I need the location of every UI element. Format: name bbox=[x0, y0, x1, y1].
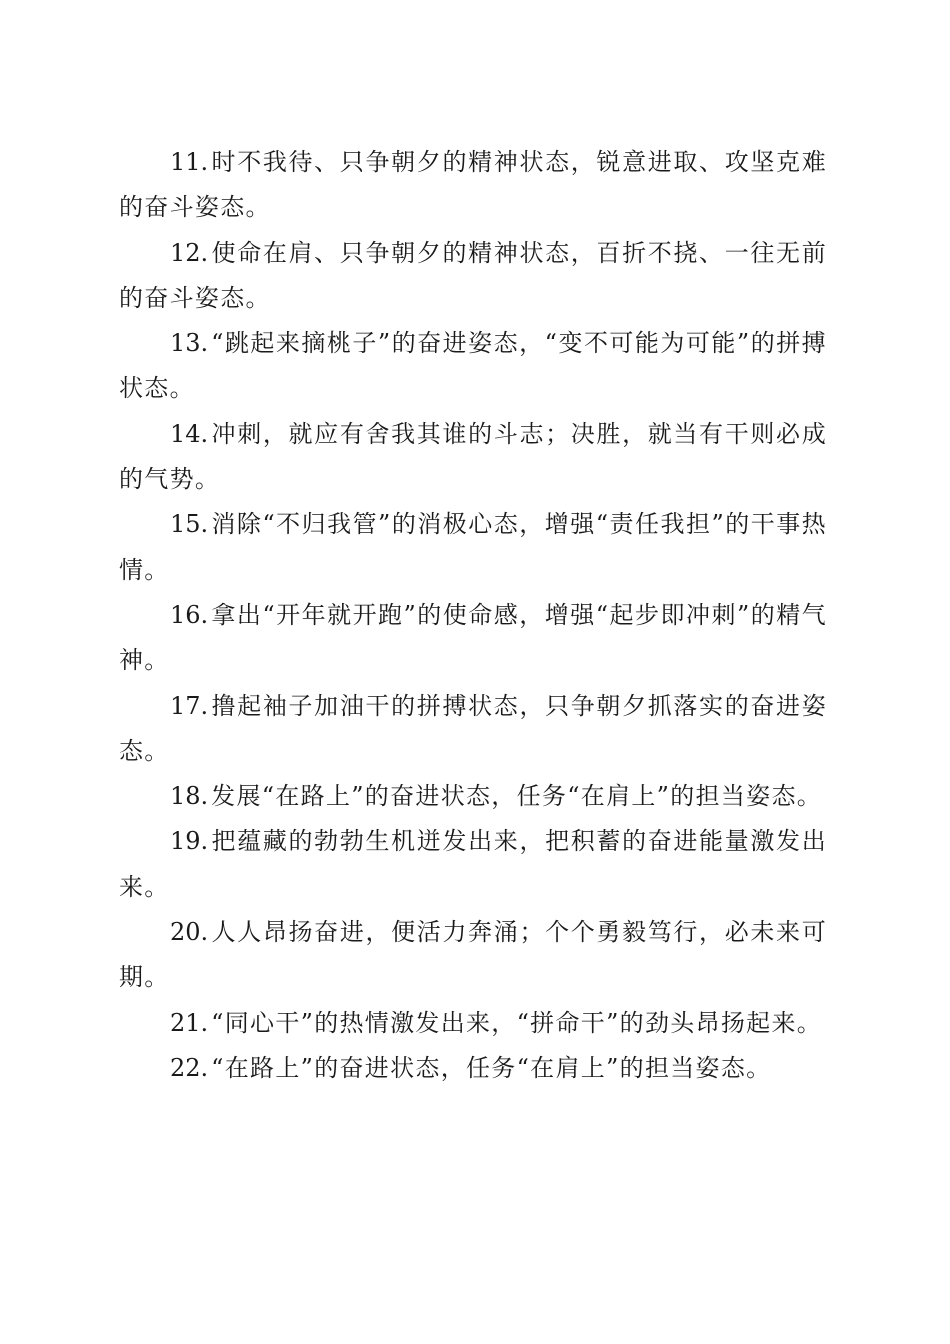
list-item bbox=[119, 684, 827, 775]
item-number: 17. bbox=[170, 691, 209, 720]
item-number: 19. bbox=[170, 827, 209, 856]
document-body bbox=[119, 140, 827, 1091]
list-item bbox=[119, 1046, 827, 1091]
item-number: 20. bbox=[170, 918, 209, 947]
item-number: 11. bbox=[170, 148, 209, 176]
item-number: 12. bbox=[170, 238, 209, 267]
list-item bbox=[119, 502, 827, 593]
item-text: 时不我待、只争朝夕的精神状态，锐意进取、攻坚克难的奋斗姿态。 bbox=[119, 148, 827, 222]
item-number: 13. bbox=[170, 329, 209, 358]
item-number: 18. bbox=[170, 782, 209, 811]
item-number: 22. bbox=[170, 1053, 209, 1082]
item-text: 撸起袖子加油干的拼搏状态，只争朝夕抓落实的奋进姿态。 bbox=[119, 691, 827, 765]
item-text: “同心干”的热情激发出来，“拼命干”的劲头昂扬起来。 bbox=[211, 1008, 823, 1037]
item-text: 把蕴藏的勃勃生机迸发出来，把积蓄的奋进能量激发出来。 bbox=[119, 827, 827, 901]
item-text: 发展“在路上”的奋进状态，任务“在肩上”的担当姿态。 bbox=[211, 782, 823, 811]
list-item bbox=[119, 1001, 827, 1046]
item-text: 拿出“开年就开跑”的使命感，增强“起步即冲刺”的精气神。 bbox=[119, 600, 827, 675]
item-text: “跳起来摘桃子”的奋进姿态，“变不可能为可能”的拼搏状态。 bbox=[119, 329, 827, 403]
item-number: 15. bbox=[170, 510, 209, 539]
list-item bbox=[119, 412, 827, 503]
list-item bbox=[119, 140, 827, 231]
item-number: 21. bbox=[170, 1008, 209, 1037]
item-number: 16. bbox=[170, 600, 209, 629]
list-item bbox=[119, 774, 827, 819]
list-item bbox=[119, 819, 827, 910]
list-item bbox=[119, 321, 827, 412]
item-text: 消除“不归我管”的消极心态，增强“责任我担”的干事热情。 bbox=[119, 510, 827, 584]
list-item bbox=[119, 910, 827, 1001]
item-text: 使命在肩、只争朝夕的精神状态，百折不挠、一往无前的奋斗姿态。 bbox=[119, 238, 827, 312]
item-text: 冲刺，就应有舍我其谁的斗志；决胜，就当有干则必成的气势。 bbox=[119, 419, 827, 494]
item-number: 14. bbox=[170, 419, 209, 448]
list-item bbox=[119, 593, 827, 684]
item-text: 人人昂扬奋进，便活力奔涌；个个勇毅笃行，必未来可期。 bbox=[119, 918, 827, 992]
item-text: “在路上”的奋进状态，任务“在肩上”的担当姿态。 bbox=[211, 1053, 772, 1082]
list-item bbox=[119, 231, 827, 322]
